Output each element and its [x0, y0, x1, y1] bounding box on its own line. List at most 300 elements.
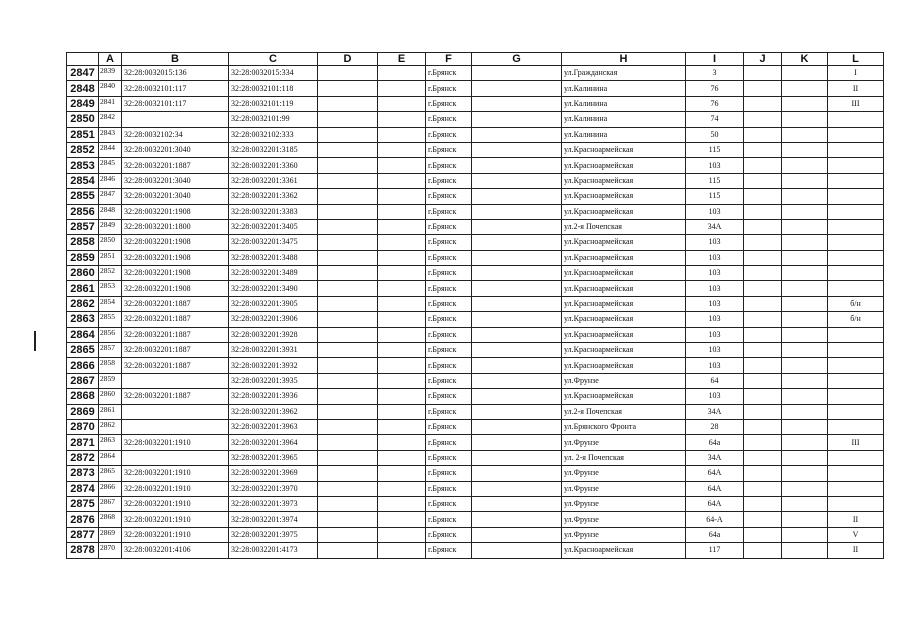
- cell-e[interactable]: [378, 112, 426, 127]
- row-number[interactable]: 2858: [67, 235, 99, 250]
- column-header-e[interactable]: E: [378, 53, 426, 66]
- row-number[interactable]: 2876: [67, 512, 99, 527]
- cell-j[interactable]: [744, 435, 782, 450]
- cell-e[interactable]: [378, 158, 426, 173]
- cell-g[interactable]: [472, 481, 562, 496]
- cell-l[interactable]: II: [828, 512, 884, 527]
- cell-l[interactable]: [828, 450, 884, 465]
- cell-k[interactable]: [782, 481, 828, 496]
- cell-d[interactable]: [318, 419, 378, 434]
- cell-a[interactable]: 2840: [99, 81, 122, 96]
- cell-i[interactable]: 103: [686, 158, 744, 173]
- cell-j[interactable]: [744, 373, 782, 388]
- cell-g[interactable]: [472, 296, 562, 311]
- cell-e[interactable]: [378, 81, 426, 96]
- cell-d[interactable]: [318, 543, 378, 558]
- cell-i[interactable]: 103: [686, 266, 744, 281]
- cell-e[interactable]: [378, 543, 426, 558]
- cell-j[interactable]: [744, 266, 782, 281]
- cell-e[interactable]: [378, 281, 426, 296]
- row-number[interactable]: 2877: [67, 527, 99, 542]
- cell-d[interactable]: [318, 296, 378, 311]
- cell-j[interactable]: [744, 189, 782, 204]
- cell-l[interactable]: [828, 496, 884, 511]
- cell-d[interactable]: [318, 204, 378, 219]
- cell-k[interactable]: [782, 112, 828, 127]
- cell-l[interactable]: б/н: [828, 296, 884, 311]
- cell-i[interactable]: 64а: [686, 435, 744, 450]
- cell-i[interactable]: 76: [686, 81, 744, 96]
- cell-h[interactable]: ул.Брянского Фронта: [562, 419, 686, 434]
- cell-l[interactable]: [828, 358, 884, 373]
- cell-f[interactable]: г.Брянск: [426, 296, 472, 311]
- row-number[interactable]: 2850: [67, 112, 99, 127]
- cell-l[interactable]: [828, 235, 884, 250]
- cell-a[interactable]: 2844: [99, 142, 122, 157]
- row-number[interactable]: 2870: [67, 419, 99, 434]
- cell-f[interactable]: г.Брянск: [426, 266, 472, 281]
- cell-j[interactable]: [744, 450, 782, 465]
- cell-c[interactable]: 32:28:0032201:3935: [229, 373, 318, 388]
- cell-h[interactable]: ул.Красноармейская: [562, 266, 686, 281]
- cell-i[interactable]: 3: [686, 66, 744, 81]
- cell-h[interactable]: ул.Красноармейская: [562, 343, 686, 358]
- cell-g[interactable]: [472, 389, 562, 404]
- cell-e[interactable]: [378, 296, 426, 311]
- cell-b[interactable]: 32:28:0032201:1910: [122, 512, 229, 527]
- cell-k[interactable]: [782, 543, 828, 558]
- cell-e[interactable]: [378, 142, 426, 157]
- cell-e[interactable]: [378, 127, 426, 142]
- cell-c[interactable]: 32:28:0032201:3383: [229, 204, 318, 219]
- cell-j[interactable]: [744, 419, 782, 434]
- cell-h[interactable]: ул.Красноармейская: [562, 235, 686, 250]
- cell-a[interactable]: 2852: [99, 266, 122, 281]
- cell-g[interactable]: [472, 266, 562, 281]
- cell-l[interactable]: II: [828, 543, 884, 558]
- cell-d[interactable]: [318, 219, 378, 234]
- cell-k[interactable]: [782, 296, 828, 311]
- cell-f[interactable]: г.Брянск: [426, 281, 472, 296]
- row-number[interactable]: 2868: [67, 389, 99, 404]
- row-number[interactable]: 2864: [67, 327, 99, 342]
- row-number[interactable]: 2872: [67, 450, 99, 465]
- cell-k[interactable]: [782, 266, 828, 281]
- cell-g[interactable]: [472, 466, 562, 481]
- cell-d[interactable]: [318, 66, 378, 81]
- cell-g[interactable]: [472, 358, 562, 373]
- cell-c[interactable]: 32:28:0032201:3362: [229, 189, 318, 204]
- cell-k[interactable]: [782, 142, 828, 157]
- cell-i[interactable]: 115: [686, 189, 744, 204]
- cell-f[interactable]: г.Брянск: [426, 81, 472, 96]
- cell-d[interactable]: [318, 389, 378, 404]
- cell-e[interactable]: [378, 419, 426, 434]
- cell-e[interactable]: [378, 358, 426, 373]
- cell-e[interactable]: [378, 512, 426, 527]
- cell-j[interactable]: [744, 158, 782, 173]
- row-number[interactable]: 2875: [67, 496, 99, 511]
- cell-g[interactable]: [472, 512, 562, 527]
- cell-h[interactable]: ул.Красноармейская: [562, 158, 686, 173]
- cell-a[interactable]: 2865: [99, 466, 122, 481]
- cell-h[interactable]: ул.Фрунзе: [562, 512, 686, 527]
- cell-d[interactable]: [318, 173, 378, 188]
- cell-f[interactable]: г.Брянск: [426, 389, 472, 404]
- cell-f[interactable]: г.Брянск: [426, 96, 472, 111]
- column-header-k[interactable]: K: [782, 53, 828, 66]
- cell-d[interactable]: [318, 127, 378, 142]
- cell-c[interactable]: 32:28:0032201:3185: [229, 142, 318, 157]
- cell-a[interactable]: 2853: [99, 281, 122, 296]
- cell-g[interactable]: [472, 543, 562, 558]
- cell-k[interactable]: [782, 327, 828, 342]
- cell-f[interactable]: г.Брянск: [426, 496, 472, 511]
- cell-a[interactable]: 2848: [99, 204, 122, 219]
- cell-h[interactable]: ул.Красноармейская: [562, 281, 686, 296]
- cell-e[interactable]: [378, 466, 426, 481]
- cell-k[interactable]: [782, 496, 828, 511]
- cell-d[interactable]: [318, 496, 378, 511]
- cell-c[interactable]: 32:28:0032201:3974: [229, 512, 318, 527]
- cell-b[interactable]: 32:28:0032201:3040: [122, 142, 229, 157]
- cell-l[interactable]: б/н: [828, 312, 884, 327]
- cell-h[interactable]: ул.Калинина: [562, 96, 686, 111]
- cell-d[interactable]: [318, 142, 378, 157]
- cell-d[interactable]: [318, 527, 378, 542]
- cell-k[interactable]: [782, 450, 828, 465]
- cell-e[interactable]: [378, 266, 426, 281]
- cell-k[interactable]: [782, 435, 828, 450]
- row-number[interactable]: 2861: [67, 281, 99, 296]
- cell-e[interactable]: [378, 173, 426, 188]
- cell-e[interactable]: [378, 527, 426, 542]
- cell-l[interactable]: V: [828, 527, 884, 542]
- cell-i[interactable]: 103: [686, 235, 744, 250]
- cell-l[interactable]: [828, 158, 884, 173]
- cell-c[interactable]: 32:28:0032201:3964: [229, 435, 318, 450]
- cell-l[interactable]: I: [828, 66, 884, 81]
- cell-c[interactable]: 32:28:0032201:3489: [229, 266, 318, 281]
- cell-l[interactable]: [828, 219, 884, 234]
- cell-d[interactable]: [318, 481, 378, 496]
- cell-f[interactable]: г.Брянск: [426, 358, 472, 373]
- row-number[interactable]: 2867: [67, 373, 99, 388]
- cell-i[interactable]: 103: [686, 296, 744, 311]
- cell-j[interactable]: [744, 358, 782, 373]
- cell-e[interactable]: [378, 343, 426, 358]
- cell-c[interactable]: 32:28:0032201:4173: [229, 543, 318, 558]
- cell-k[interactable]: [782, 512, 828, 527]
- cell-h[interactable]: ул.Калинина: [562, 81, 686, 96]
- cell-a[interactable]: 2854: [99, 296, 122, 311]
- column-header-a[interactable]: A: [99, 53, 122, 66]
- cell-g[interactable]: [472, 281, 562, 296]
- cell-b[interactable]: 32:28:0032201:1887: [122, 312, 229, 327]
- cell-i[interactable]: 28: [686, 419, 744, 434]
- cell-a[interactable]: 2839: [99, 66, 122, 81]
- cell-i[interactable]: 34А: [686, 219, 744, 234]
- cell-a[interactable]: 2849: [99, 219, 122, 234]
- cell-l[interactable]: III: [828, 96, 884, 111]
- cell-f[interactable]: г.Брянск: [426, 435, 472, 450]
- cell-j[interactable]: [744, 312, 782, 327]
- cell-k[interactable]: [782, 127, 828, 142]
- cell-g[interactable]: [472, 496, 562, 511]
- cell-k[interactable]: [782, 219, 828, 234]
- cell-j[interactable]: [744, 281, 782, 296]
- cell-j[interactable]: [744, 127, 782, 142]
- cell-f[interactable]: г.Брянск: [426, 343, 472, 358]
- cell-c[interactable]: 32:28:0032201:3928: [229, 327, 318, 342]
- cell-h[interactable]: ул.Фрунзе: [562, 481, 686, 496]
- cell-d[interactable]: [318, 312, 378, 327]
- cell-b[interactable]: 32:28:0032015:136: [122, 66, 229, 81]
- cell-b[interactable]: 32:28:0032201:1800: [122, 219, 229, 234]
- cell-a[interactable]: 2857: [99, 343, 122, 358]
- cell-h[interactable]: ул.Калинина: [562, 112, 686, 127]
- cell-k[interactable]: [782, 419, 828, 434]
- row-number[interactable]: 2857: [67, 219, 99, 234]
- cell-k[interactable]: [782, 204, 828, 219]
- cell-a[interactable]: 2862: [99, 419, 122, 434]
- cell-l[interactable]: [828, 389, 884, 404]
- cell-g[interactable]: [472, 343, 562, 358]
- row-number[interactable]: 2863: [67, 312, 99, 327]
- column-header-f[interactable]: F: [426, 53, 472, 66]
- cell-j[interactable]: [744, 96, 782, 111]
- cell-f[interactable]: г.Брянск: [426, 173, 472, 188]
- cell-b[interactable]: 32:28:0032101:117: [122, 81, 229, 96]
- row-number[interactable]: 2848: [67, 81, 99, 96]
- cell-h[interactable]: ул.Красноармейская: [562, 204, 686, 219]
- cell-j[interactable]: [744, 173, 782, 188]
- cell-a[interactable]: 2866: [99, 481, 122, 496]
- cell-a[interactable]: 2863: [99, 435, 122, 450]
- cell-d[interactable]: [318, 96, 378, 111]
- cell-e[interactable]: [378, 250, 426, 265]
- cell-g[interactable]: [472, 66, 562, 81]
- cell-l[interactable]: [828, 419, 884, 434]
- cell-f[interactable]: г.Брянск: [426, 450, 472, 465]
- cell-j[interactable]: [744, 204, 782, 219]
- cell-h[interactable]: ул.Фрунзе: [562, 373, 686, 388]
- cell-a[interactable]: 2842: [99, 112, 122, 127]
- cell-i[interactable]: 34А: [686, 450, 744, 465]
- row-number[interactable]: 2852: [67, 142, 99, 157]
- cell-g[interactable]: [472, 189, 562, 204]
- cell-h[interactable]: ул.Красноармейская: [562, 173, 686, 188]
- cell-a[interactable]: 2845: [99, 158, 122, 173]
- cell-g[interactable]: [472, 112, 562, 127]
- cell-g[interactable]: [472, 527, 562, 542]
- cell-i[interactable]: 103: [686, 358, 744, 373]
- cell-l[interactable]: [828, 466, 884, 481]
- cell-f[interactable]: г.Брянск: [426, 327, 472, 342]
- cell-j[interactable]: [744, 81, 782, 96]
- cell-a[interactable]: 2851: [99, 250, 122, 265]
- cell-j[interactable]: [744, 235, 782, 250]
- cell-l[interactable]: III: [828, 435, 884, 450]
- column-header-d[interactable]: D: [318, 53, 378, 66]
- cell-f[interactable]: г.Брянск: [426, 158, 472, 173]
- cell-f[interactable]: г.Брянск: [426, 466, 472, 481]
- column-header-j[interactable]: J: [744, 53, 782, 66]
- cell-c[interactable]: 32:28:0032201:3970: [229, 481, 318, 496]
- cell-h[interactable]: ул.2-я Почепская: [562, 219, 686, 234]
- cell-g[interactable]: [472, 404, 562, 419]
- cell-b[interactable]: 32:28:0032201:1887: [122, 389, 229, 404]
- cell-h[interactable]: ул.Красноармейская: [562, 312, 686, 327]
- cell-a[interactable]: 2847: [99, 189, 122, 204]
- cell-j[interactable]: [744, 512, 782, 527]
- cell-c[interactable]: 32:28:0032201:3475: [229, 235, 318, 250]
- cell-g[interactable]: [472, 158, 562, 173]
- cell-d[interactable]: [318, 404, 378, 419]
- cell-g[interactable]: [472, 312, 562, 327]
- cell-e[interactable]: [378, 404, 426, 419]
- cell-a[interactable]: 2850: [99, 235, 122, 250]
- cell-b[interactable]: 32:28:0032201:1908: [122, 235, 229, 250]
- cell-d[interactable]: [318, 235, 378, 250]
- row-number[interactable]: 2871: [67, 435, 99, 450]
- cell-d[interactable]: [318, 450, 378, 465]
- cell-h[interactable]: ул.Гражданская: [562, 66, 686, 81]
- cell-d[interactable]: [318, 435, 378, 450]
- cell-c[interactable]: 32:28:0032201:3906: [229, 312, 318, 327]
- cell-b[interactable]: 32:28:0032201:1910: [122, 496, 229, 511]
- cell-i[interactable]: 76: [686, 96, 744, 111]
- row-number[interactable]: 2873: [67, 466, 99, 481]
- cell-i[interactable]: 64а: [686, 527, 744, 542]
- cell-a[interactable]: 2846: [99, 173, 122, 188]
- cell-h[interactable]: ул.Красноармейская: [562, 296, 686, 311]
- cell-i[interactable]: 115: [686, 142, 744, 157]
- cell-e[interactable]: [378, 312, 426, 327]
- cell-g[interactable]: [472, 142, 562, 157]
- column-header-g[interactable]: G: [472, 53, 562, 66]
- cell-b[interactable]: 32:28:0032201:1908: [122, 281, 229, 296]
- cell-b[interactable]: [122, 419, 229, 434]
- cell-e[interactable]: [378, 496, 426, 511]
- cell-l[interactable]: [828, 373, 884, 388]
- row-number[interactable]: 2865: [67, 343, 99, 358]
- cell-h[interactable]: ул.Фрунзе: [562, 496, 686, 511]
- cell-g[interactable]: [472, 327, 562, 342]
- cell-k[interactable]: [782, 173, 828, 188]
- cell-c[interactable]: 32:28:0032102:333: [229, 127, 318, 142]
- column-header-l[interactable]: L: [828, 53, 884, 66]
- cell-l[interactable]: [828, 250, 884, 265]
- cell-i[interactable]: 103: [686, 281, 744, 296]
- cell-e[interactable]: [378, 204, 426, 219]
- cell-k[interactable]: [782, 158, 828, 173]
- cell-f[interactable]: г.Брянск: [426, 219, 472, 234]
- cell-b[interactable]: 32:28:0032201:3040: [122, 189, 229, 204]
- cell-g[interactable]: [472, 127, 562, 142]
- cell-k[interactable]: [782, 235, 828, 250]
- cell-b[interactable]: 32:28:0032201:1910: [122, 527, 229, 542]
- cell-c[interactable]: 32:28:0032101:99: [229, 112, 318, 127]
- cell-f[interactable]: г.Брянск: [426, 373, 472, 388]
- cell-d[interactable]: [318, 250, 378, 265]
- cell-i[interactable]: 64-А: [686, 512, 744, 527]
- cell-f[interactable]: г.Брянск: [426, 527, 472, 542]
- cell-e[interactable]: [378, 235, 426, 250]
- cell-b[interactable]: 32:28:0032201:1887: [122, 296, 229, 311]
- cell-i[interactable]: 103: [686, 250, 744, 265]
- column-header-h[interactable]: H: [562, 53, 686, 66]
- cell-l[interactable]: [828, 204, 884, 219]
- cell-a[interactable]: 2841: [99, 96, 122, 111]
- column-header-b[interactable]: B: [122, 53, 229, 66]
- cell-b[interactable]: 32:28:0032201:1908: [122, 266, 229, 281]
- cell-b[interactable]: 32:28:0032201:1887: [122, 158, 229, 173]
- cell-j[interactable]: [744, 296, 782, 311]
- cell-b[interactable]: 32:28:0032201:1910: [122, 481, 229, 496]
- cell-i[interactable]: 64А: [686, 466, 744, 481]
- cell-k[interactable]: [782, 466, 828, 481]
- cell-k[interactable]: [782, 81, 828, 96]
- cell-d[interactable]: [318, 189, 378, 204]
- row-number[interactable]: 2853: [67, 158, 99, 173]
- cell-a[interactable]: 2860: [99, 389, 122, 404]
- corner-cell[interactable]: [67, 53, 99, 66]
- row-number[interactable]: 2856: [67, 204, 99, 219]
- cell-l[interactable]: [828, 327, 884, 342]
- cell-b[interactable]: [122, 404, 229, 419]
- cell-h[interactable]: ул.Красноармейская: [562, 142, 686, 157]
- cell-j[interactable]: [744, 66, 782, 81]
- row-number[interactable]: 2851: [67, 127, 99, 142]
- cell-d[interactable]: [318, 281, 378, 296]
- cell-j[interactable]: [744, 543, 782, 558]
- cell-h[interactable]: ул.Красноармейская: [562, 543, 686, 558]
- cell-b[interactable]: 32:28:0032201:1910: [122, 435, 229, 450]
- cell-i[interactable]: 64: [686, 373, 744, 388]
- cell-d[interactable]: [318, 327, 378, 342]
- cell-f[interactable]: г.Брянск: [426, 112, 472, 127]
- cell-b[interactable]: [122, 450, 229, 465]
- cell-j[interactable]: [744, 466, 782, 481]
- cell-d[interactable]: [318, 512, 378, 527]
- cell-d[interactable]: [318, 373, 378, 388]
- cell-i[interactable]: 103: [686, 343, 744, 358]
- cell-c[interactable]: 32:28:0032201:3488: [229, 250, 318, 265]
- cell-k[interactable]: [782, 389, 828, 404]
- cell-j[interactable]: [744, 404, 782, 419]
- cell-i[interactable]: 50: [686, 127, 744, 142]
- cell-b[interactable]: 32:28:0032201:1908: [122, 204, 229, 219]
- cell-b[interactable]: 32:28:0032201:1887: [122, 327, 229, 342]
- cell-f[interactable]: г.Брянск: [426, 250, 472, 265]
- cell-j[interactable]: [744, 496, 782, 511]
- cell-g[interactable]: [472, 419, 562, 434]
- cell-a[interactable]: 2843: [99, 127, 122, 142]
- cell-g[interactable]: [472, 96, 562, 111]
- cell-c[interactable]: 32:28:0032201:3969: [229, 466, 318, 481]
- cell-d[interactable]: [318, 343, 378, 358]
- cell-b[interactable]: 32:28:0032201:3040: [122, 173, 229, 188]
- cell-g[interactable]: [472, 81, 562, 96]
- cell-k[interactable]: [782, 312, 828, 327]
- cell-j[interactable]: [744, 389, 782, 404]
- cell-g[interactable]: [472, 435, 562, 450]
- cell-f[interactable]: г.Брянск: [426, 127, 472, 142]
- cell-d[interactable]: [318, 112, 378, 127]
- cell-k[interactable]: [782, 66, 828, 81]
- cell-b[interactable]: 32:28:0032201:1887: [122, 358, 229, 373]
